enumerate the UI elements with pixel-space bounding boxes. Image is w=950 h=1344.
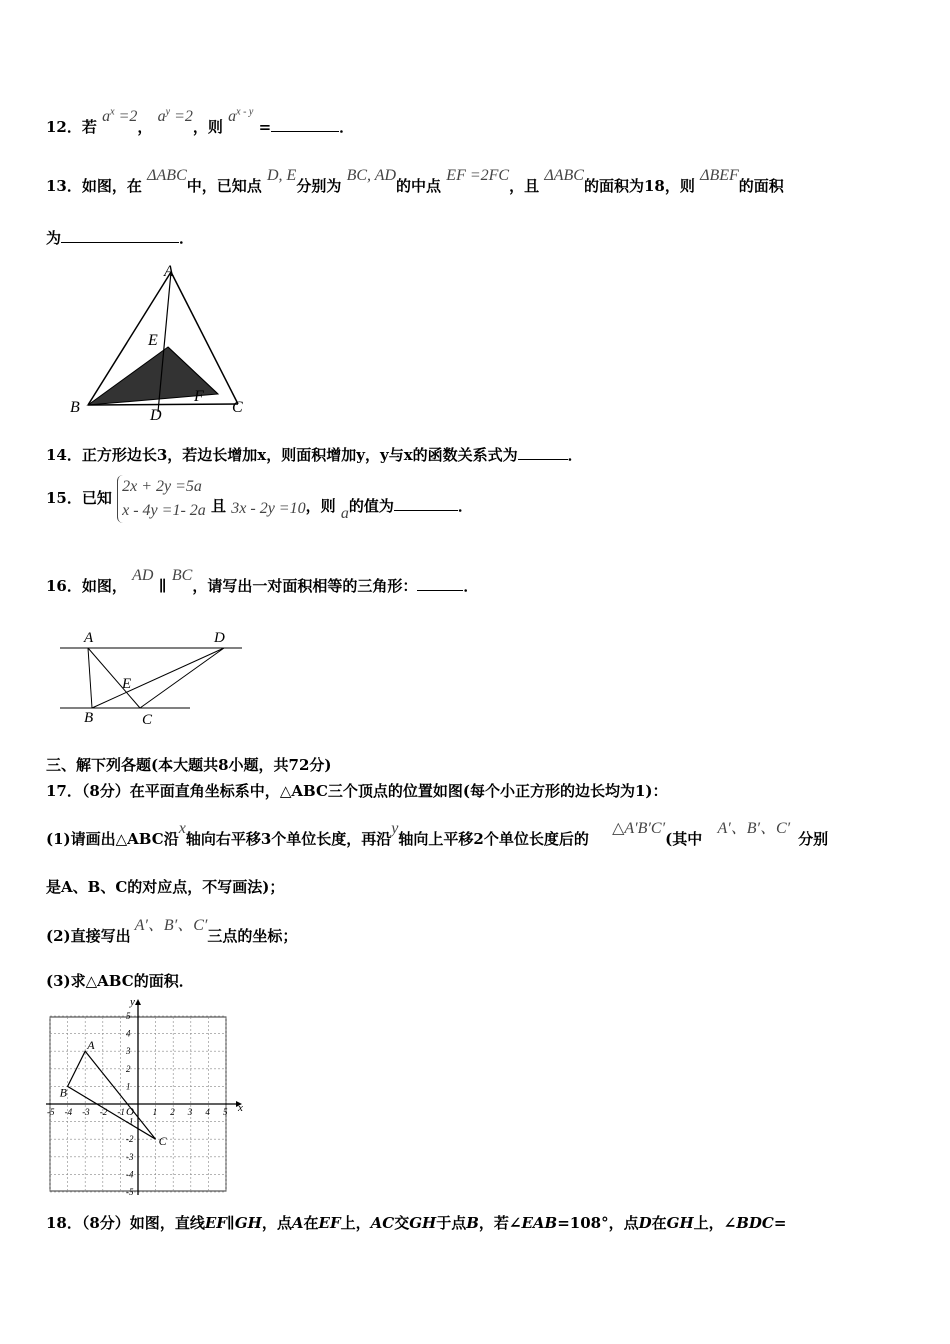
x-axis-label: x (238, 1102, 243, 1114)
math-equation: 3x - 2y =10 (231, 500, 306, 517)
math-a: a (340, 505, 349, 522)
y-tick-label: 5 (126, 1011, 131, 1021)
answer-blank[interactable] (61, 230, 179, 243)
x-tick-label: -1 (117, 1107, 125, 1117)
label-c: C (142, 712, 153, 728)
math-segments: BC, AD (346, 167, 397, 184)
label-d: D (150, 407, 162, 424)
y-tick-label: 4 (126, 1028, 131, 1039)
x-tick-label: 5 (223, 1107, 228, 1117)
answer-blank[interactable] (417, 578, 463, 591)
y-tick-label: 2 (126, 1063, 131, 1074)
point-a-label: A (87, 1038, 95, 1053)
coordinate-grid-figure (40, 995, 250, 1195)
math-triangle-abc-2: ΔABC (544, 167, 584, 184)
x-tick-label: -3 (82, 1107, 90, 1117)
question-15: 15．已知 2x + 2y =5a x - 4y =1- 2a 且 3x - 2y =10，则 a的值为 ． (46, 475, 473, 523)
point-c-label: C (158, 1134, 167, 1149)
x-tick-label: 2 (170, 1107, 175, 1117)
math-points-prime-2: A′、B′、C′ (134, 917, 208, 934)
x-tick-label: -2 (99, 1107, 108, 1117)
label-a: A (84, 630, 94, 646)
section-title: 三、解下列各题(本大题共8小题，共72分) (46, 756, 332, 774)
y-tick-label: -3 (126, 1151, 134, 1162)
figure-parallel-lines (56, 628, 246, 730)
question-16: 16．如图， AD ∥ BC，请写出一对面积相等的三角形： ． (46, 567, 479, 595)
label-e: E (148, 332, 158, 349)
math-ad: AD (132, 567, 154, 584)
x-tick-label: 1 (152, 1107, 158, 1117)
question-17-part1: (1)请画出△ABC沿x轴向右平移3个单位长度，再沿y轴向上平移2个单位长度后的 △A′B′C′(其中 A′、B′、C′分别 (46, 820, 829, 848)
answer-blank[interactable] (394, 498, 458, 511)
x-tick-label: -5 (47, 1107, 55, 1117)
label-a: A (164, 263, 174, 280)
math-triangle-bef: ΔBEF (700, 167, 739, 184)
y-tick-label: -2 (126, 1134, 134, 1145)
equation-system: 2x + 2y =5a x - 4y =1- 2a (117, 475, 206, 523)
origin-label: O (126, 1106, 134, 1118)
math-points-de: D, E (266, 167, 297, 184)
question-17-part3: (3)求△ABC的面积． (46, 972, 194, 990)
label-b: B (70, 399, 80, 416)
label-b: B (84, 710, 94, 726)
math-ax: $a^x =2$ (102, 106, 138, 125)
x-tick-label: 3 (187, 1107, 193, 1117)
label-f: F (194, 388, 204, 405)
math-axy: $a^{x - y}$ (228, 106, 254, 125)
triangle-abc (68, 1051, 156, 1139)
y-tick-label: -5 (126, 1187, 134, 1195)
answer-blank[interactable] (271, 119, 339, 132)
answer-blank[interactable] (518, 447, 568, 460)
y-tick-label: 3 (126, 1046, 131, 1057)
question-17-part1-cont: 是A、B、C的对应点，不写画法)； (46, 878, 285, 896)
figure-triangle-abc (66, 262, 256, 424)
question-12: 12．若 $a^x =2$， $a^y =2$，则 $a^{x - y}$ = ． (46, 106, 355, 136)
y-tick-label: 1 (126, 1081, 131, 1092)
label-d: D (214, 630, 225, 646)
math-bc: BC (171, 567, 193, 584)
math-ef-fc: EF =2FC (446, 167, 510, 184)
y-axis-label: y (130, 996, 135, 1008)
label-c: C (232, 399, 243, 416)
math-ay: $a^y =2$ (157, 106, 193, 125)
x-tick-label: -4 (64, 1107, 73, 1117)
math-triangle-abc: ΔABC (147, 167, 187, 184)
label-e: E (122, 676, 132, 692)
math-points-prime: A′、B′、C′ (717, 820, 791, 837)
math-triangle-prime: △A′B′C′ (612, 820, 666, 837)
question-18: 18．（8分）如图，直线EF∥GH，点A在EF上，AC交GH于点B，若∠EAB=108°，点D在GH上，∠BDC= (46, 1214, 787, 1232)
y-tick-label: -1 (126, 1116, 134, 1127)
question-14: 14．正方形边长3，若边长增加x，则面积增加y，y与x的函数关系式为 ． (46, 446, 583, 464)
question-13-cont: 为 ． (46, 229, 195, 247)
question-13: 13．如图，在 ΔABC中，已知点 D, E分别为 BC, AD的中点 EF =2FC，且 ΔABC的面积为18，则 ΔBEF的面积 (46, 167, 784, 195)
x-tick-label: 4 (205, 1107, 210, 1117)
y-tick-label: -4 (126, 1169, 134, 1180)
question-17-part2: (2)直接写出A′、B′、C′三点的坐标； (46, 917, 298, 945)
point-b-label: B (59, 1085, 67, 1100)
question-17-intro: 17．（8分）在平面直角坐标系中，△ABC三个顶点的位置如图(每个小正方形的边长均为1)： (46, 782, 668, 800)
